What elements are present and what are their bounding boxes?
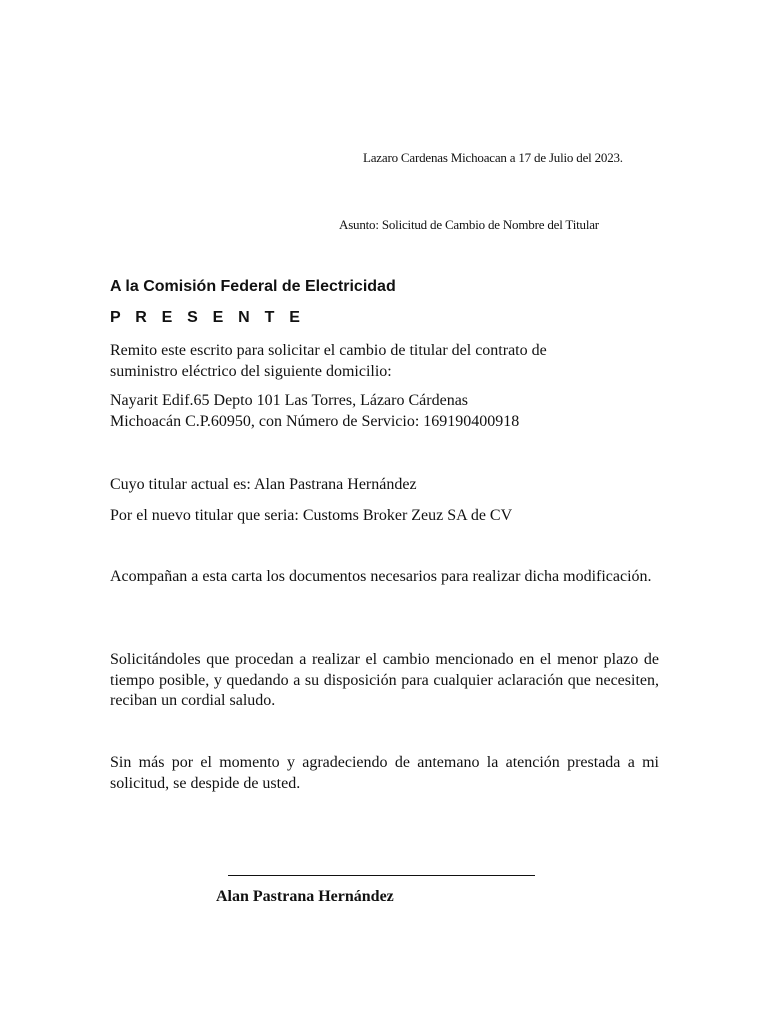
date-line: Lazaro Cardenas Michoacan a 17 de Julio del 2023.	[363, 150, 623, 165]
closing-paragraph: Sin más por el momento y agradeciendo de antemano la atención prestada a mi solicitud, se despide de usted.	[110, 754, 659, 792]
address-paragraph	[110, 391, 519, 432]
signature-line	[228, 875, 535, 876]
intro-line: suministro eléctrico del siguiente domicilio:	[110, 362, 392, 380]
presente-heading: P R E S E N T E	[110, 309, 306, 326]
documents-paragraph: Acompañan a esta carta los documentos necesarios para realizar dicha modificación.	[110, 568, 652, 585]
subject-line: Asunto: Solicitud de Cambio de Nombre del Titular	[339, 217, 599, 232]
address-line: Nayarit Edif.65 Depto 101 Las Torres, Lázaro Cárdenas	[110, 392, 469, 409]
intro-line: Remito este escrito para solicitar el cambio de titular del contrato de	[110, 342, 547, 359]
intro-paragraph	[110, 341, 547, 382]
request-paragraph: Solicitándoles que procedan a realizar el cambio mencionado en el menor plazo de tiempo posible, y quedando a su disposición para cualquier aclaración que necesiten, reciban un cordial saludo.	[110, 651, 659, 709]
new-holder-line: Por el nuevo titular que seria: Customs Broker Zeuz SA de CV	[110, 507, 513, 524]
current-holder-line: Cuyo titular actual es: Alan Pastrana Hernández	[110, 476, 417, 493]
address-line: Michoacán C.P.60950, con Número de Servicio: 169190400918	[110, 412, 520, 430]
signature-name: Alan Pastrana Hernández	[216, 888, 394, 905]
recipient-heading: A la Comisión Federal de Electricidad	[110, 278, 396, 295]
